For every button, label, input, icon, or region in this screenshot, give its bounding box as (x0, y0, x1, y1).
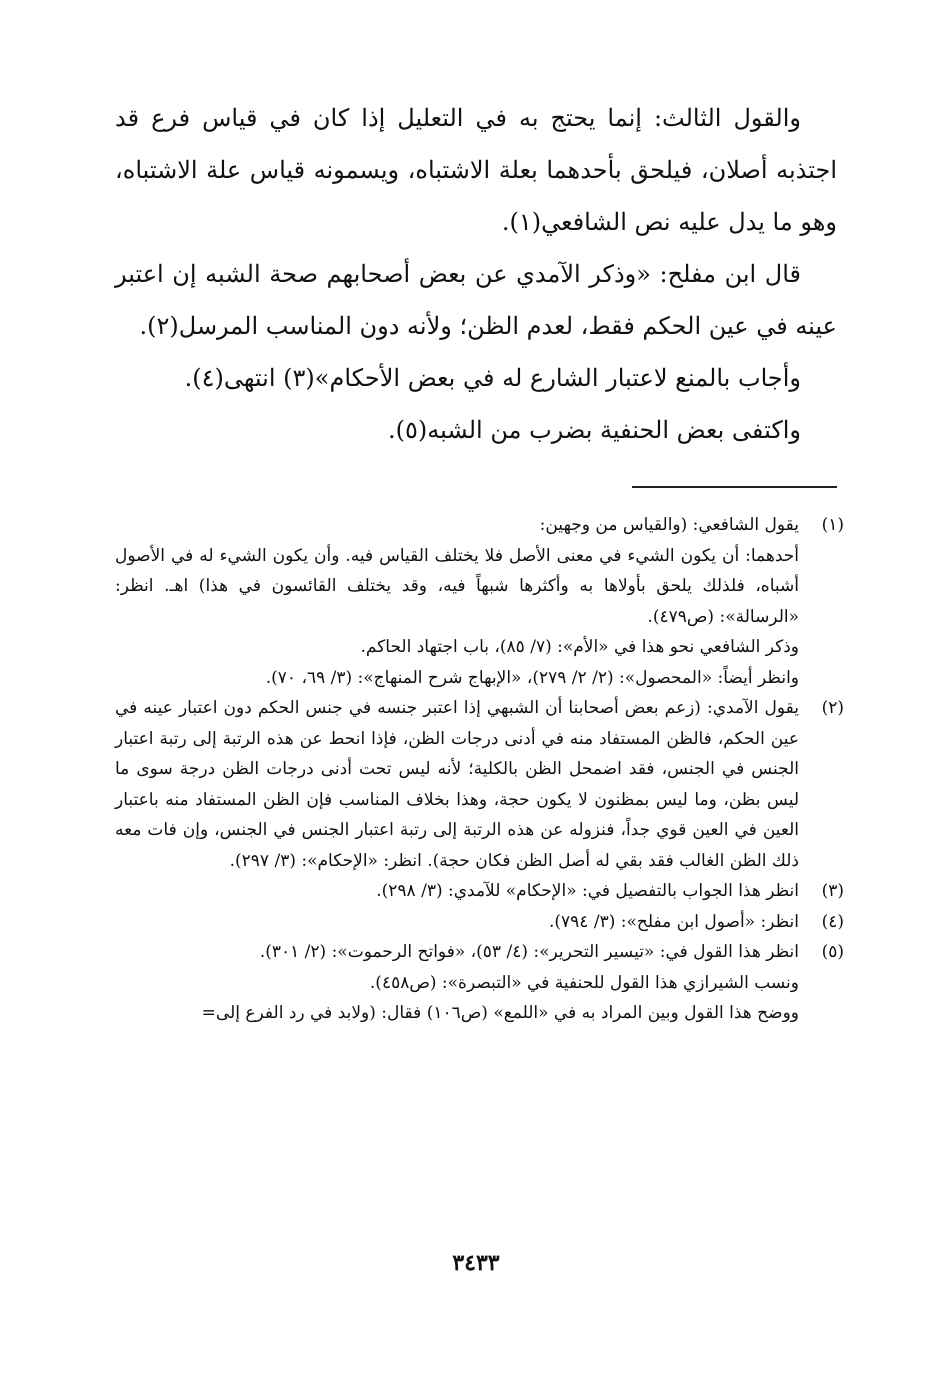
page-number: ٣٤٣٣ (452, 1250, 500, 1276)
paragraph-3: وأجاب بالمنع لاعتبار الشارع له في بعض الأحكام»(٣) انتهى(٤). (184, 364, 801, 392)
footnote-body (115, 693, 799, 876)
footnote-number: (٤) (821, 911, 844, 932)
footnote-body (115, 876, 799, 907)
footnote-line: انظر هذا القول في: «تيسير التحرير»: (٤/ ٥٣)، «فواتح الرحموت»: (٢/ ٣٠١). (259, 942, 799, 962)
footnote-body (115, 907, 799, 938)
footnote-5 (115, 937, 844, 1029)
footnote-line: ونسب الشيرازي هذا القول للحنفية في «التبصرة»: (ص٤٥٨). (369, 972, 799, 993)
footnote-line: وانظر أيضاً: «المحصول»: (٢/ ٢/ ٢٧٩)، «الإبهاج شرح المنهاج»: (٣/ ٦٩، ٧٠). (265, 667, 799, 688)
footnote-line: أحدهما: أن يكون الشيء في معنى الأصل فلا يختلف القياس فيه. وأن يكون الشيء له في الأصول أشباه، فلذلك يلحق بأولاها به وأكثرها شبهاً فيه، وقد يختلف القائسون في هذا) اهـ. انظر: «الرسالة»: (ص٤٧٩). (115, 545, 799, 627)
footnote-line: انظر هذا الجواب بالتفصيل في: «الإحكام» للآمدي: (٣/ ٢٩٨). (376, 881, 799, 901)
footnote-2 (115, 693, 844, 876)
footnote-3 (115, 876, 844, 907)
footnote-line: ووضح هذا القول وبين المراد به في «اللمع» (ص١٠٦) فقال: (ولابد في رد الفرع إلى= (201, 1003, 799, 1023)
paragraph-2: قال ابن مفلح: «وذكر الآمدي عن بعض أصحابهم صحة الشبه إن اعتبر عينه في عين الحكم فقط، لعدم الظن؛ ولأنه دون المناسب المرسل(٢). (115, 260, 837, 340)
footnote-number: (٣) (821, 881, 844, 901)
footnote-line: وذكر الشافعي نحو هذا في «الأم»: (٧/ ٨٥)، باب اجتهاد الحاكم. (360, 637, 799, 657)
footnote-line: يقول الآمدي: (زعم بعض أصحابنا أن الشبهي إذا اعتبر جنسه في جنس الحكم دون اعتبار عينه في عين الحكم، فالظن المستفاد منه في أدنى درجات الظن، فإذا انحط عن هذه الرتبة إلى رتبة اعتبار الجنس في الجنس، فقد اضمحل الظن بالكلية؛ لأنه ليس تحت أدنى درجات الظن درجة سوى ما ليس بظن، وما ليس بمظنون لا يكون حجة، وهذا بخلاف المناسب فإن الظن المستفاد منه باعتبار العين في العين قوي جداً، فنزوله عن هذه الرتبة إلى رتبة اعتبار الجنس في الجنس، وإن فات معه ذلك الظن الغالب فقد بقي له أصل الظن فكان حجة). انظر: «الإحكام»: (٣/ ٢٩٧). (115, 698, 799, 871)
footnote-separator (632, 486, 837, 488)
footnote-body (115, 937, 799, 1029)
footnote-line: يقول الشافعي: (والقياس من وجهين: (539, 515, 799, 535)
paragraph-1: والقول الثالث: إنما يحتج به في التعليل إذا كان في قياس فرع قد اجتذبه أصلان، فيلحق بأحدهما بعلة الاشتباه، ويسمونه قياس علة الاشتباه، وهو ما يدل عليه نص الشافعي(١). (115, 104, 837, 236)
main-text (115, 92, 837, 456)
paragraph-4: واكتفى بعض الحنفية بضرب من الشبه(٥). (387, 416, 801, 444)
footnote-1 (115, 510, 844, 693)
footnote-number: (١) (821, 515, 844, 535)
footnote-number: (٥) (821, 942, 844, 962)
footnotes (115, 510, 844, 1029)
footnote-4 (115, 907, 844, 938)
footnote-line: انظر: «أصول ابن مفلح»: (٣/ ٧٩٤). (548, 911, 799, 932)
footnote-number: (٢) (821, 698, 844, 718)
footnote-body (115, 510, 799, 693)
